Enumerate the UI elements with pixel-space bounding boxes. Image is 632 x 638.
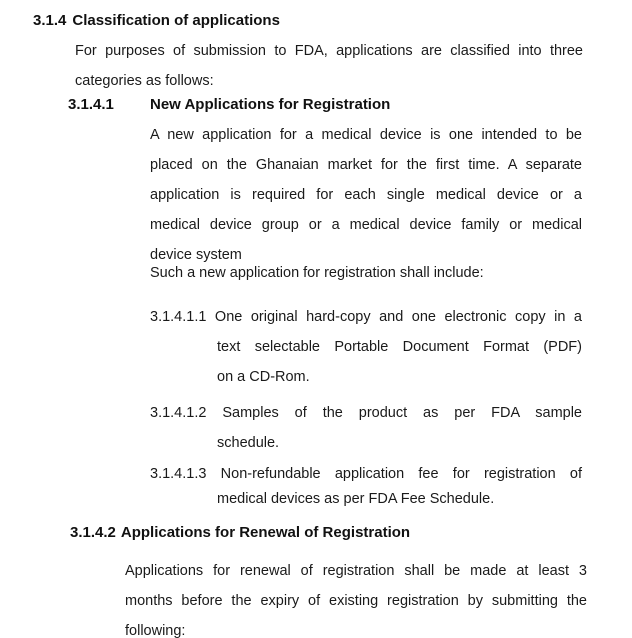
subsection-heading-renewal [70,524,410,541]
text-line: Applications for renewal of registration shall be made at least 3 [125,563,587,579]
text-line: device system [150,247,242,263]
intro-paragraph [75,36,583,96]
list-item-samples [150,398,582,458]
text-line: 3.1.4.1.3 Non-refundable application fee for registration of [150,466,582,482]
section-number: 3.1.4 [33,12,67,29]
text-line: A new application for a medical device is one intended to be [150,127,582,143]
subsection-new-number: 3.1.4.1 [68,96,114,113]
list-item-hard-copy [150,302,582,392]
paragraph-renewal [125,556,587,638]
paragraph-new-application [150,120,582,270]
text-line: medical devices as per FDA Fee Schedule. [217,491,495,507]
text-line: application is required for each single medical device or a [150,187,582,203]
text-line: following: [125,623,186,638]
text-line: medical device group or a medical device family or medical [150,217,582,233]
text-line: 3.1.4.1.2 Samples of the product as per FDA sample [150,405,582,421]
text-line: schedule. [217,435,280,451]
text-line: 3.1.4.1.1 One original hard-copy and one electronic copy in a [150,309,582,325]
section-title: Classification of applications [72,12,280,29]
subsection-renewal-title: Applications for Renewal of Registration [120,524,411,541]
text-line: text selectable Portable Document Format (PDF) [217,339,582,355]
text-line: categories as follows: [75,73,214,89]
text-line: placed on the Ghanaian market for the first time. A separate [150,157,582,173]
text-line: For purposes of submission to FDA, applications are classified into three [75,43,583,59]
lead-in-line: Such a new application for registration shall include: [150,265,484,281]
subsection-renewal-number: 3.1.4.2 [70,524,116,541]
list-item-application-fee [150,462,582,512]
text-line: on a CD-Rom. [217,369,310,385]
text-line: months before the expiry of existing registration by submitting the [125,593,587,609]
section-heading [33,12,280,29]
subsection-new-title: New Applications for Registration [150,96,391,113]
subsection-heading-new [68,96,390,113]
